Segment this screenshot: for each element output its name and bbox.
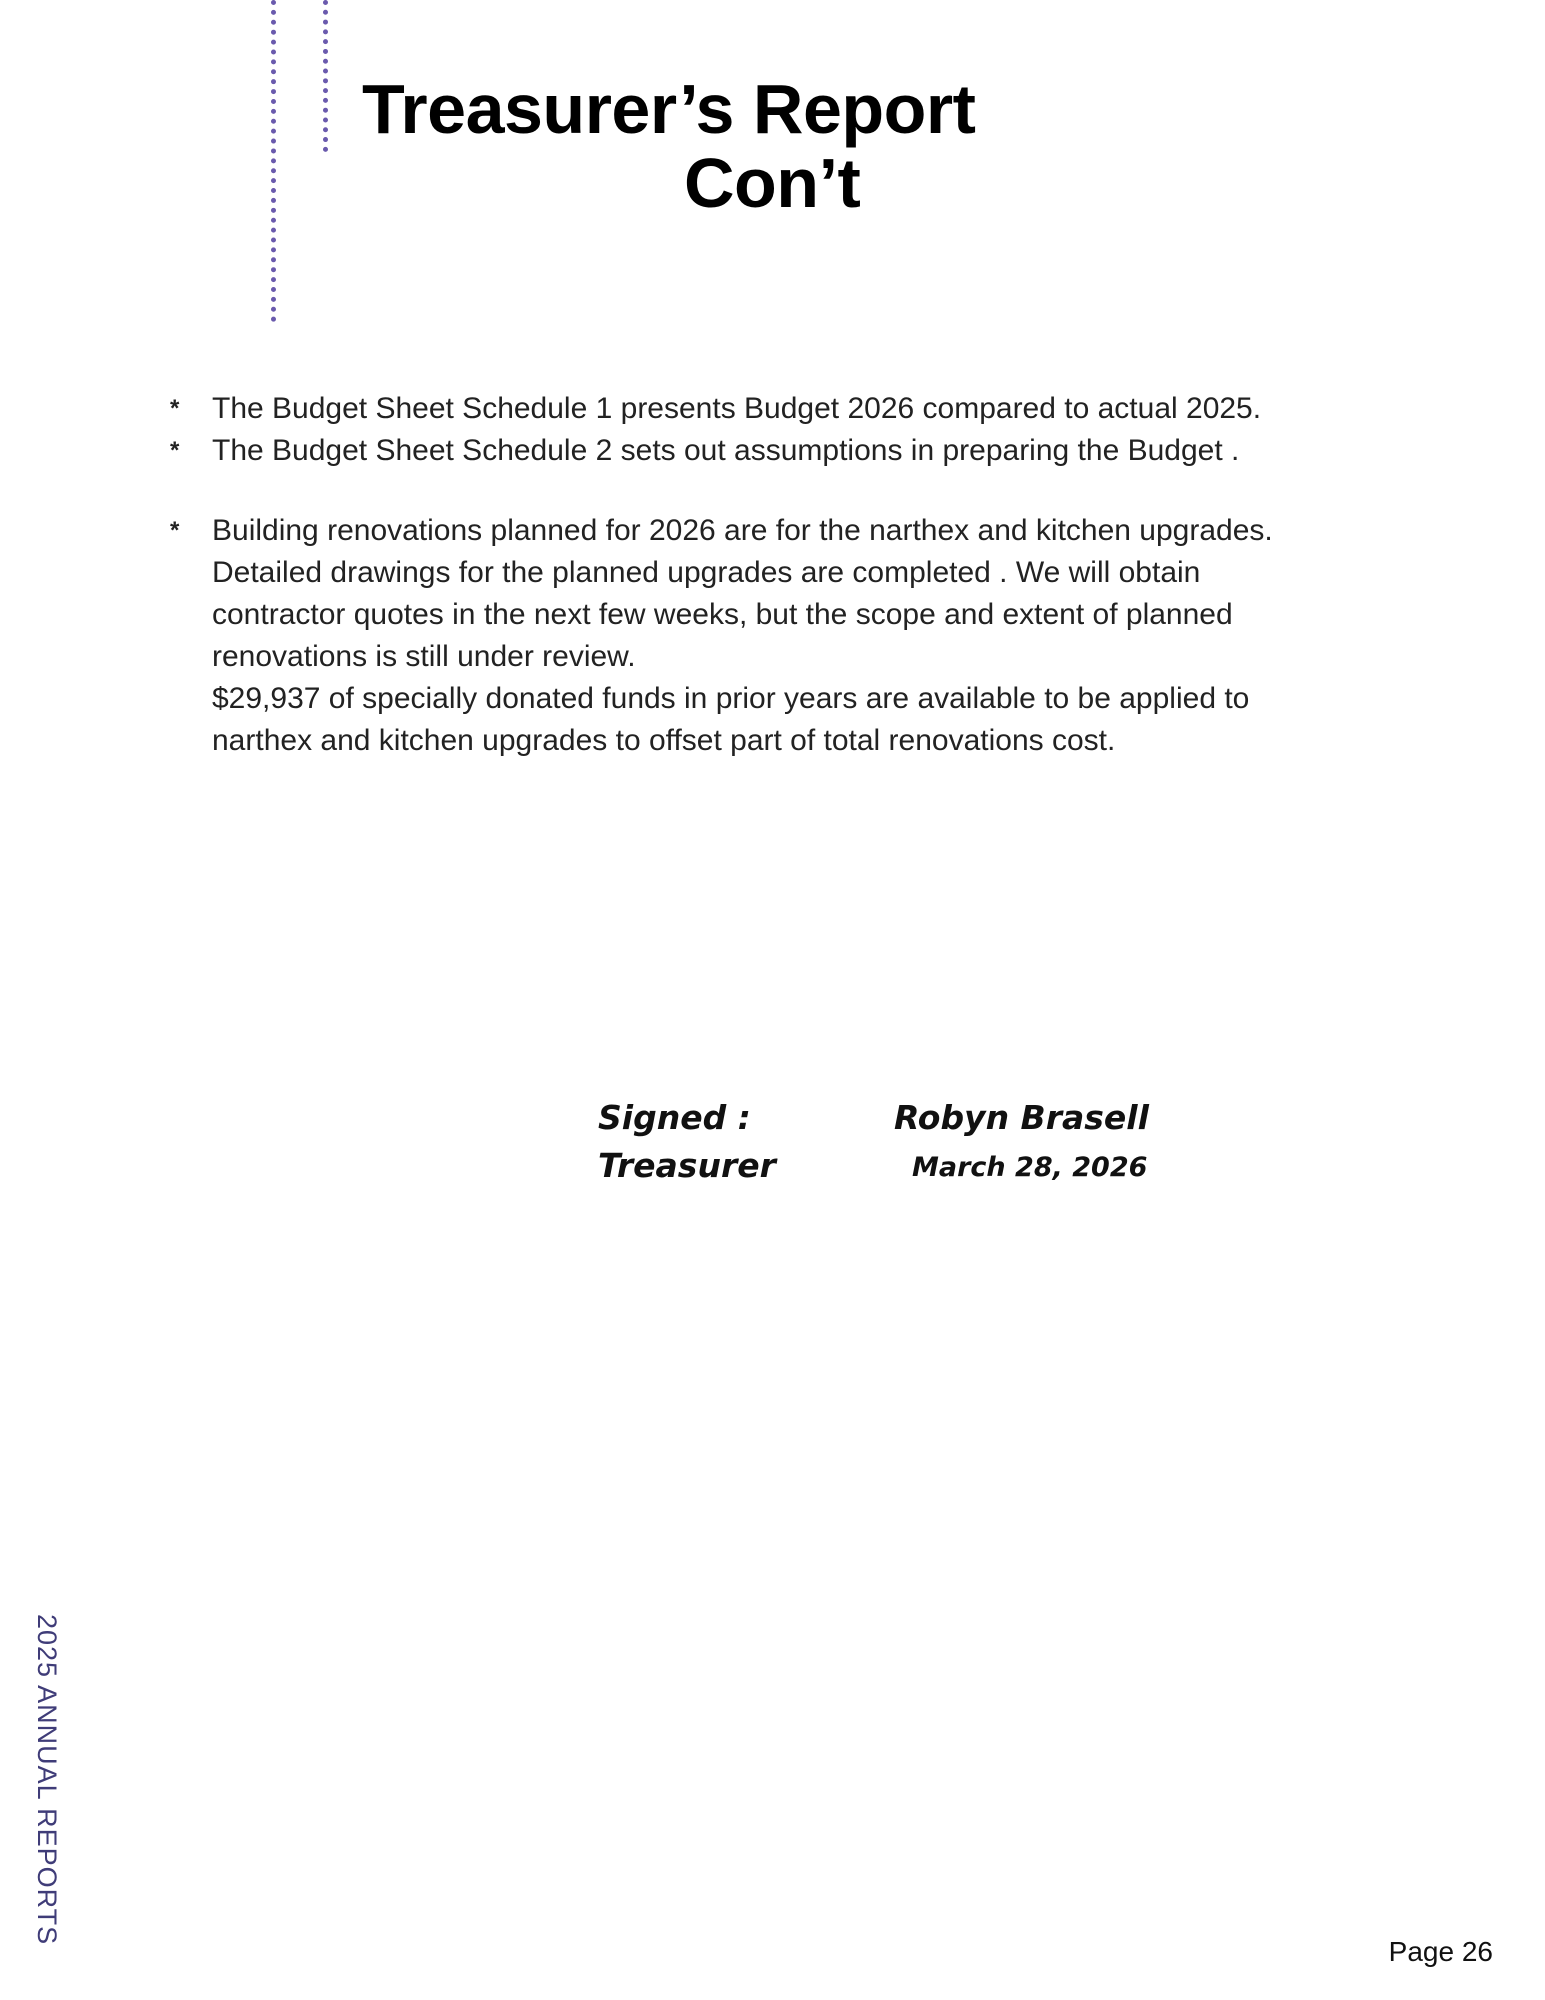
page-title — [362, 72, 1002, 220]
page-title-line-1: Treasurer’s Report — [362, 70, 976, 148]
bullet-text-line: The Budget Sheet Schedule 1 presents Budget 2026 compared to actual 2025. — [212, 392, 1262, 425]
decorative-dotted-line-left — [271, 0, 276, 322]
bullet-item — [170, 388, 1400, 430]
bullet-text-line: renovations is still under review. — [212, 640, 636, 673]
bullet-text-line: Building renovations planned for 2026 are for the narthex and kitchen upgrades. — [212, 514, 1273, 547]
bullet-text-line: The Budget Sheet Schedule 2 sets out assumptions in preparing the Budget . — [212, 434, 1240, 467]
signer-name: Robyn Brasell — [894, 1098, 1149, 1137]
bullet-marker: * — [170, 395, 180, 422]
signature-row — [598, 1098, 1158, 1146]
bullet-item — [170, 430, 1400, 472]
role-label: Treasurer — [598, 1146, 776, 1185]
bullet-text-line: contractor quotes in the next few weeks, but the scope and extent of planned — [212, 598, 1233, 631]
page-title-line-2: Con’t — [684, 144, 861, 222]
signature-row — [598, 1146, 1158, 1194]
signed-label: Signed : — [598, 1098, 751, 1137]
bullet-list — [170, 388, 1400, 762]
bullet-item — [170, 510, 1400, 762]
bullet-marker: * — [170, 517, 180, 544]
bullet-text-line: narthex and kitchen upgrades to offset part of total renovations cost. — [212, 724, 1116, 757]
signature-block — [598, 1098, 1158, 1194]
bullet-marker: * — [170, 437, 180, 464]
signature-date: March 28, 2026 — [912, 1152, 1148, 1183]
bullet-text-line: Detailed drawings for the planned upgrades are completed . We will obtain — [212, 556, 1201, 589]
page-number: Page 26 — [1388, 1936, 1493, 1967]
side-label: 2025 ANNUAL REPORTS — [32, 1614, 62, 1946]
bullet-text-line: $29,937 of specially donated funds in prior years are available to be applied to — [212, 682, 1250, 715]
decorative-dotted-line-right — [323, 0, 328, 152]
